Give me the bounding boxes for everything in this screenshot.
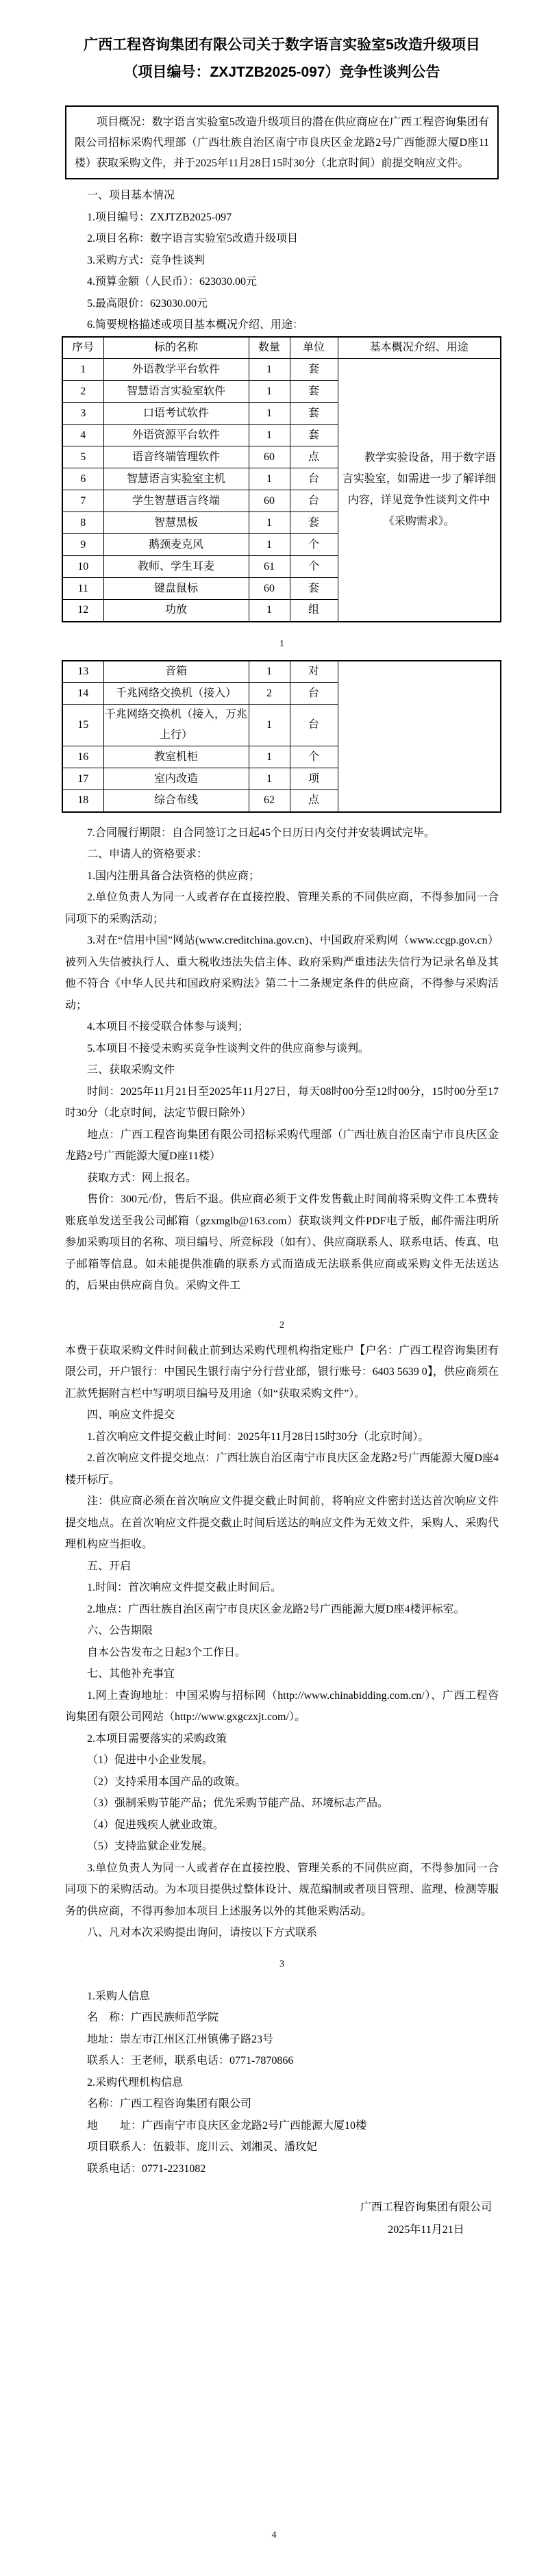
body-paragraph: 4.预算金额（人民币）：623030.00元 — [87, 276, 258, 288]
table-cell: 个 — [290, 534, 338, 556]
body-paragraph: 八、凡对本次采购提出询问，请按以下方式联系 — [87, 1927, 318, 1939]
table-cell: 套 — [290, 578, 338, 600]
signature-date: 2025年11月21日 — [388, 2224, 464, 2236]
body-paragraph: 2.项目名称：数字语言实验室5改造升级项目 — [87, 233, 299, 244]
body-paragraph: 五、开启 — [87, 1560, 132, 1572]
table-cell: 口语考试软件 — [103, 403, 249, 425]
table-cell: 5 — [62, 446, 103, 468]
body-paragraph: 时间：2025年11月21日至2025年11月27日，每天08时00分至12时00分，15时00分至17时30分（北京时间，法定节假日除外） — [65, 1085, 499, 1119]
table-row — [62, 661, 501, 683]
table-cell: 1 — [249, 381, 290, 403]
body-paragraph: 2.首次响应文件提交地点：广西壮族自治区南宁市良庆区金龙路2号广西能源大厦D座4楼开标厅。 — [65, 1452, 499, 1486]
table-cell: 教室机柜 — [103, 746, 249, 768]
table-cell: 16 — [62, 746, 103, 768]
body-paragraph: （4）促进残疾人就业政策。 — [87, 1819, 225, 1831]
page-number-1: 1 — [279, 638, 284, 649]
table-cell: 1 — [249, 512, 290, 534]
body-paragraph: 名 称：广西民族师范学院 — [87, 2012, 219, 2023]
section-submission-and-policies — [65, 1340, 499, 1944]
table-cell: 点 — [290, 446, 338, 468]
body-paragraph: （5）支持监狱企业发展。 — [87, 1841, 214, 1852]
table-cell: 1 — [249, 425, 290, 446]
table-cell: 4 — [62, 425, 103, 446]
body-paragraph: 联系电话：0771-2231082 — [87, 2162, 206, 2175]
body-paragraph: 地点：广西工程咨询集团有限公司招标采购代理部（广西壮族自治区南宁市良庆区金龙路2号广西能源大厦D座11楼） — [65, 1128, 499, 1162]
body-paragraph: 3.对在“信用中国”网站(www.creditchina.gov.cn)、中国政府采购网（www.ccgp.gov.cn）被列入失信被执行人、重大税收违法失信主体、政府采购严重违法失信行为记录名单及其他不符合《中华人民共和国政府采购法》第二十二条规定条件的供应商，不得参与采购活动； — [65, 935, 499, 1011]
body-paragraph: 一、项目基本情况 — [87, 190, 175, 201]
body-paragraph: 1.国内注册具备合法资格的供应商； — [87, 870, 260, 882]
body-paragraph: 2.单位负责人为同一人或者存在直接控股、管理关系的不同供应商，不得参加同一合同项下的采购活动； — [65, 892, 499, 925]
table-cell: 11 — [62, 578, 103, 600]
signature-block — [65, 2196, 499, 2241]
table-cell: 鹅颈麦克风 — [103, 534, 249, 556]
body-paragraph: 项目联系人：伍毅菲、庞川云、刘湘灵、潘玫妃 — [87, 2141, 318, 2153]
page-number-4: 4 — [271, 2530, 277, 2540]
table-header-cell: 序号 — [62, 337, 103, 359]
table-cell: 套 — [290, 512, 338, 534]
table-cell: 项 — [290, 768, 338, 790]
table-cell: 60 — [249, 578, 290, 600]
table-cell: 6 — [62, 468, 103, 490]
signature-company: 广西工程咨询集团有限公司 — [360, 2201, 492, 2213]
table-cell: 学生智慧语言终端 — [103, 490, 249, 512]
body-paragraph: 1.采购人信息 — [87, 1990, 151, 2002]
table-cell: 12 — [62, 600, 103, 622]
table-cell: 13 — [62, 661, 103, 683]
body-paragraph: 获取方式：网上报名。 — [87, 1172, 197, 1184]
table-cell: 14 — [62, 683, 103, 705]
body-paragraph: 7.合同履行期限：自合同签订之日起45个日历日内交付并安装调试完毕。 — [87, 826, 436, 839]
table-cell: 1 — [249, 746, 290, 768]
table-cell: 62 — [249, 790, 290, 812]
body-paragraph: 自本公告发布之日起3个工作日。 — [87, 1646, 247, 1658]
table-cell: 综合布线 — [103, 790, 249, 812]
table-cell: 2 — [249, 683, 290, 705]
table-cell: 个 — [290, 556, 338, 578]
table-cell: 10 — [62, 556, 103, 578]
body-paragraph: （3）强制采购节能产品；优先采购节能产品、环境标志产品。 — [87, 1797, 389, 1809]
body-paragraph: 名称：广西工程咨询集团有限公司 — [87, 2098, 252, 2110]
table-cell: 功放 — [103, 600, 249, 622]
items-description-note: 教学实验设备，用于数字语言实验室，如需进一步了解详细内容，详见竞争性谈判文件中《采购需求》。 — [342, 452, 496, 528]
table-cell: 对 — [290, 661, 338, 683]
table-cell: 台 — [290, 705, 338, 746]
table-cell: 9 — [62, 534, 103, 556]
document-title — [65, 0, 499, 86]
table-cell: 智慧语言实验室软件 — [103, 381, 249, 403]
table-cell: 15 — [62, 705, 103, 746]
body-paragraph: 2.本项目需要落实的采购政策 — [87, 1732, 227, 1745]
table-cell: 键盘鼠标 — [103, 578, 249, 600]
table-cell: 套 — [290, 381, 338, 403]
table-cell: 1 — [249, 600, 290, 622]
body-paragraph: 1.时间：首次响应文件提交截止时间后。 — [87, 1582, 282, 1593]
page-number-3: 3 — [279, 1958, 284, 1969]
table-cell: 个 — [290, 746, 338, 768]
table-header-cell: 单位 — [290, 337, 338, 359]
body-paragraph: （1）促进中小企业发展。 — [87, 1754, 214, 1766]
body-paragraph: 本费于获取采购文件时间截止前到达采购代理机构指定账户【户名：广西工程咨询集团有限公司，开户银行：中国民生银行南宁分行营业部，银行账号：6403 5639 0】，供应商须在汇款凭据附言栏中写明项目编号及用途（如“获取采购文件”）。 — [65, 1344, 499, 1400]
document-title-line2: （项目编号：ZXJTZB2025-097）竞争性谈判公告 — [123, 64, 440, 80]
body-paragraph: （2）支持采用本国产品的政策。 — [87, 1776, 247, 1788]
table-cell: 1 — [249, 359, 290, 381]
table-cell: 台 — [290, 468, 338, 490]
body-paragraph: 售价：300元/份，售后不退。供应商必须于文件发售截止时间前将采购文件工本费转账底单发送至我公司邮箱（gzxmglb@163.com）获取谈判文件PDF电子版，邮件需注明所参加采购项目的名称、项目编号、所竞标段（如有）、供应商联系人、联系电话、传真、电子邮箱等信息。如未能提供准确的联系方式而造成无法联系供应商或采购文件无法送达的，后果由供应商自负。采购文件工 — [65, 1194, 499, 1291]
table-cell: 1 — [249, 403, 290, 425]
items-table-part2 — [62, 660, 501, 813]
table-cell: 外语资源平台软件 — [103, 425, 249, 446]
body-paragraph: 4.本项目不接受联合体参与谈判； — [87, 1021, 249, 1033]
body-paragraph: 注：供应商必须在首次响应文件提交截止时间前，将响应文件密封送达首次响应文件提交地点。在首次响应文件提交截止时间后送达的响应文件为无效文件，采购人、采购代理机构应当拒收。 — [65, 1495, 499, 1550]
table-row — [62, 359, 501, 381]
body-paragraph: 2.采购代理机构信息 — [87, 2076, 184, 2088]
body-paragraph: 6.简要规格描述或项目基本概况介绍、用途： — [87, 319, 304, 331]
body-paragraph: 七、其他补充事宜 — [87, 1668, 175, 1680]
table-cell: 外语教学平台软件 — [103, 359, 249, 381]
table-cell: 17 — [62, 768, 103, 790]
page-number-2: 2 — [279, 1319, 284, 1330]
body-paragraph: 5.本项目不接受未购买竞争性谈判文件的供应商参与谈判。 — [87, 1042, 370, 1055]
body-paragraph: 5.最高限价：623030.00元 — [87, 297, 208, 310]
table-cell: 套 — [290, 403, 338, 425]
table-cell: 18 — [62, 790, 103, 812]
table-cell: 1 — [249, 534, 290, 556]
body-paragraph: 三、获取采购文件 — [87, 1064, 175, 1076]
table-cell: 千兆网络交换机（接入，万兆上行） — [103, 705, 249, 746]
body-paragraph: 1.首次响应文件提交截止时间：2025年11月28日15时30分（北京时间）。 — [87, 1430, 429, 1443]
table-cell: 台 — [290, 683, 338, 705]
document-title-line1: 广西工程咨询集团有限公司关于数字语言实验室5改造升级项目 — [84, 37, 480, 53]
table-cell: 音箱 — [103, 661, 249, 683]
items-table-part1 — [62, 336, 501, 622]
body-paragraph: 地 址：广西南宁市良庆区金龙路2号广西能源大厦10楼 — [87, 2119, 367, 2132]
table-cell: 1 — [249, 661, 290, 683]
project-overview-text: 项目概况：数字语言实验室5改造升级项目的潜在供应商应在广西工程咨询集团有限公司招标采购代理部（广西壮族自治区南宁市良庆区金龙路2号广西能源大厦D座11楼）获取采购文件，并于2025年11月28日15时30分（北京时间）前提交响应文件。 — [75, 116, 489, 169]
body-paragraph: 2.地点：广西壮族自治区南宁市良庆区金龙路2号广西能源大厦D座4楼评标室。 — [87, 1603, 465, 1615]
table-cell: 3 — [62, 403, 103, 425]
body-paragraph: 四、响应文件提交 — [87, 1409, 175, 1421]
table-cell: 61 — [249, 556, 290, 578]
body-paragraph: 地址：崇左市江州区江州镇佛子路23号 — [87, 2033, 274, 2045]
body-paragraph: 3.采购方式：竞争性谈判 — [87, 254, 206, 266]
table-cell: 语音终端管理软件 — [103, 446, 249, 468]
table-merged-description-cell — [338, 661, 501, 812]
table-cell: 8 — [62, 512, 103, 534]
table-cell: 1 — [249, 705, 290, 746]
table-cell: 60 — [249, 490, 290, 512]
table-header-cell: 标的名称 — [103, 337, 249, 359]
table-cell: 7 — [62, 490, 103, 512]
section-basic-info — [65, 185, 499, 336]
section-contact-info — [65, 1986, 499, 2180]
table-cell: 60 — [249, 446, 290, 468]
table-cell: 套 — [290, 359, 338, 381]
table-cell: 智慧语言实验室主机 — [103, 468, 249, 490]
body-paragraph: 1.项目编号：ZXJTZB2025-097 — [87, 211, 232, 223]
table-header-cell: 基本概况介绍、用途 — [338, 337, 501, 359]
table-cell: 套 — [290, 425, 338, 446]
table-merged-description-cell — [338, 359, 501, 622]
body-paragraph: 1.网上查询地址：中国采购与招标网（http://www.chinabidding.com.cn/）、广西工程咨询集团有限公司网站（http://www.gxgczxjt.com/）。 — [65, 1689, 499, 1723]
table-cell: 1 — [249, 768, 290, 790]
project-overview-box — [65, 105, 499, 179]
table-cell: 台 — [290, 490, 338, 512]
table-cell: 1 — [62, 359, 103, 381]
body-paragraph: 六、公告期限 — [87, 1625, 153, 1637]
body-paragraph: 二、申请人的资格要求： — [87, 848, 208, 860]
table-cell: 点 — [290, 790, 338, 812]
table-header-cell: 数量 — [249, 337, 290, 359]
table-cell: 智慧黑板 — [103, 512, 249, 534]
body-paragraph: 联系人：王老师，联系电话：0771-7870866 — [87, 2055, 294, 2067]
table-cell: 组 — [290, 600, 338, 622]
table-cell: 教师、学生耳麦 — [103, 556, 249, 578]
table-cell: 2 — [62, 381, 103, 403]
body-paragraph: 3.单位负责人为同一人或者存在直接控股、管理关系的不同供应商，不得参加同一合同项下的采购活动。为本项目提供过整体设计、规范编制或者项目管理、监理、检测等服务的供应商，不得再参加本项目上述服务以外的其他采购活动。 — [65, 1862, 499, 1917]
section-qualification-and-documents — [65, 822, 499, 1297]
table-cell: 室内改造 — [103, 768, 249, 790]
table-cell: 1 — [249, 468, 290, 490]
table-cell: 千兆网络交换机（接入） — [103, 683, 249, 705]
